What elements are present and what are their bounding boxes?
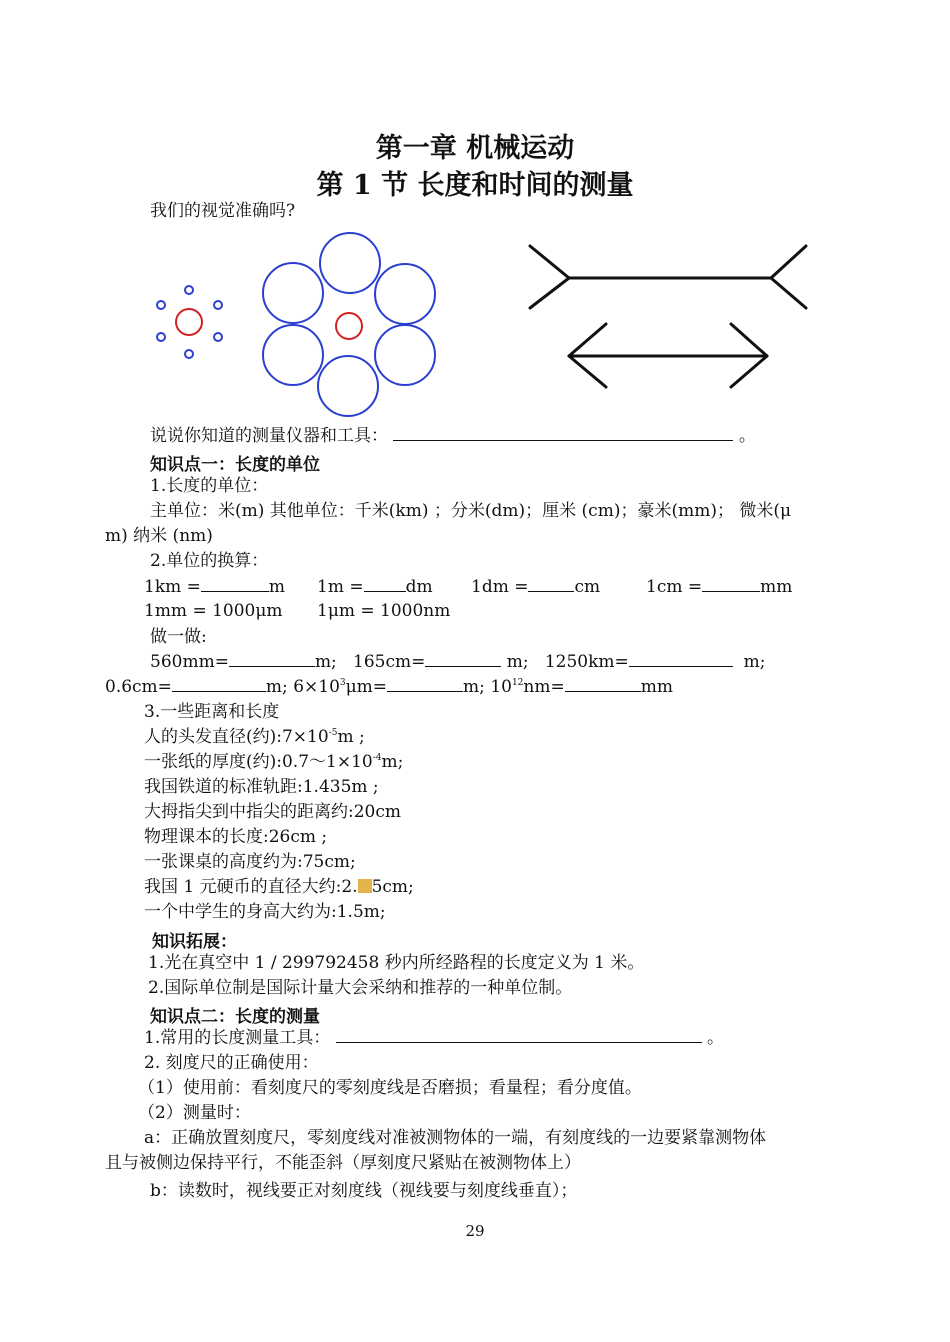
conv-1m-label: 1m = (317, 577, 364, 597)
hair-exponent: -5 (328, 728, 338, 738)
coin-unit: 5cm; (371, 877, 414, 897)
distances-title: 3.一些距离和长度 (144, 702, 280, 722)
conv-1cm (646, 576, 792, 598)
ex-06-label: 0.6cm= (105, 677, 172, 697)
conv-1dm-unit: cm (574, 577, 601, 597)
tools-prompt (144, 1027, 724, 1049)
period: 。 (738, 426, 756, 446)
rule-a-line1: a：正确放置刻度尺，零刻度线对准被测物体的一端，有刻度线的一边要紧靠测物体 (144, 1128, 767, 1148)
conv-1m-unit: dm (405, 577, 433, 597)
extension-item-1: 1.光在真空中 1 / 299792458 秒内所经路程的长度定义为 1 米。 (148, 953, 645, 973)
kp1-heading: 知识点一：长度的单位 (150, 455, 320, 475)
instruments-answer-blank[interactable] (393, 425, 733, 441)
paper-text: 一张纸的厚度(约):0.7～1×10 (144, 752, 373, 772)
hair-text: 人的头发直径(约):7×10 (144, 727, 329, 747)
tools-answer-blank[interactable] (336, 1027, 702, 1043)
main-units-line2: m) 纳米 (nm) (105, 526, 213, 546)
conversion-title: 2.单位的换算： (150, 551, 269, 571)
ex-1250-label: 1250km= (544, 652, 629, 672)
ex-10-unit-label: nm= (523, 677, 565, 697)
conv-1dm (471, 576, 600, 598)
ex-165-label: 165cm= (353, 652, 426, 672)
chapter-title: 第一章 机械运动 (375, 133, 575, 164)
ex-1250-unit: m; (743, 652, 766, 672)
conv-1km (144, 576, 285, 598)
intro-question: 我们的视觉准确吗? (150, 201, 296, 221)
conv-1cm-blank[interactable] (702, 576, 760, 592)
center-circle-right (336, 313, 362, 339)
conv-1um: 1μm = 1000nm (317, 601, 451, 621)
ex-6x10-label: 6×10 (293, 677, 340, 697)
ex-06-unit: m; (265, 677, 288, 697)
ebbinghaus-large-circles (263, 233, 435, 416)
conv-1mm: 1mm = 1000μm (144, 601, 283, 621)
conv-1cm-unit: mm (760, 577, 793, 597)
ex-165-unit: m; (506, 652, 529, 672)
coin-text: 我国 1 元硬币的直径大约:2. (144, 877, 358, 897)
main-units-line1: 主单位：米(m) 其他单位：千米(km) ；分米(dm)；厘米 (cm)；豪米(mm)； 微米(μ (150, 501, 792, 521)
instruments-prompt (150, 425, 756, 447)
exercise-row2 (105, 676, 673, 698)
ex-06-blank[interactable] (172, 676, 266, 692)
tools-text: 1.常用的长度测量工具： (144, 1028, 331, 1048)
ex-1250-blank[interactable] (629, 651, 733, 667)
ex-6x10-unit-label: μm= (345, 677, 388, 697)
ex-10-exponent: 12 (511, 678, 524, 688)
extension-heading: 知识拓展： (152, 932, 237, 952)
period: 。 (707, 1028, 725, 1048)
ex-10-blank[interactable] (565, 676, 641, 692)
ex-560-unit: m; (314, 652, 337, 672)
ex-6x10-unit: m; (463, 677, 485, 697)
rail-gauge: 我国铁道的标准轨距:1.435m ; (144, 777, 379, 797)
conv-1km-unit: m (268, 577, 286, 597)
student-height: 一个中学生的身高大约为:1.5m; (144, 902, 386, 922)
ruler-title: 2. 刻度尺的正确使用： (144, 1053, 319, 1073)
conv-1km-label: 1km = (144, 577, 201, 597)
illusion-figures (0, 0, 950, 420)
page-number: 29 (465, 1222, 485, 1240)
ex-6x10-exponent: 3 (339, 678, 346, 688)
coin-diameter (144, 876, 414, 898)
conv-1m (317, 576, 433, 598)
conv-1dm-blank[interactable] (528, 576, 574, 592)
extension-item-2: 2.国际单位制是国际计量大会采纳和推荐的一种单位制。 (148, 978, 573, 998)
paper-thickness (144, 751, 403, 773)
before-use: （1）使用前：看刻度尺的零刻度线是否磨损；看量程；看分度值。 (138, 1078, 642, 1098)
highlight-mark (358, 879, 372, 893)
rule-a-line2: 且与被侧边保持平行，不能歪斜（厚刻度尺紧贴在被测物体上） (105, 1153, 581, 1173)
ex-165-blank[interactable] (425, 651, 501, 667)
hair-diameter (144, 726, 365, 748)
center-circle-left (176, 309, 202, 335)
during-use: （2）测量时： (138, 1103, 251, 1123)
conv-1dm-label: 1dm = (471, 577, 529, 597)
hair-unit: m ; (337, 727, 365, 747)
rule-b-line: b：读数时，视线要正对刻度线（视线要与刻度线垂直）； (150, 1181, 578, 1201)
exercise-row1 (150, 651, 765, 673)
paper-unit: m; (381, 752, 404, 772)
ex-560-label: 560mm= (150, 652, 229, 672)
ex-560-blank[interactable] (229, 651, 315, 667)
conv-1m-blank[interactable] (364, 576, 406, 592)
muller-lyer-figure (530, 246, 806, 387)
units-title: 1.长度的单位： (150, 476, 269, 496)
exercise-title: 做一做: (150, 627, 207, 647)
conv-1cm-label: 1cm = (646, 577, 703, 597)
ebbinghaus-small-circles (157, 286, 222, 358)
textbook-length: 物理课本的长度:26cm ; (144, 827, 328, 847)
ex-6x10-blank[interactable] (387, 676, 463, 692)
kp2-heading: 知识点二：长度的测量 (150, 1007, 320, 1027)
thumb-span: 大拇指尖到中指尖的距离约:20cm (144, 802, 401, 822)
ex-10-label: 10 (490, 677, 512, 697)
section-title: 第 1 节 长度和时间的测量 (316, 170, 634, 201)
instruments-prompt-text: 说说你知道的测量仪器和工具： (150, 426, 388, 446)
ex-10-unit: mm (640, 677, 673, 697)
desk-height: 一张课桌的高度约为:75cm; (144, 852, 356, 872)
paper-exponent: -4 (372, 753, 382, 763)
conv-1km-blank[interactable] (201, 576, 269, 592)
